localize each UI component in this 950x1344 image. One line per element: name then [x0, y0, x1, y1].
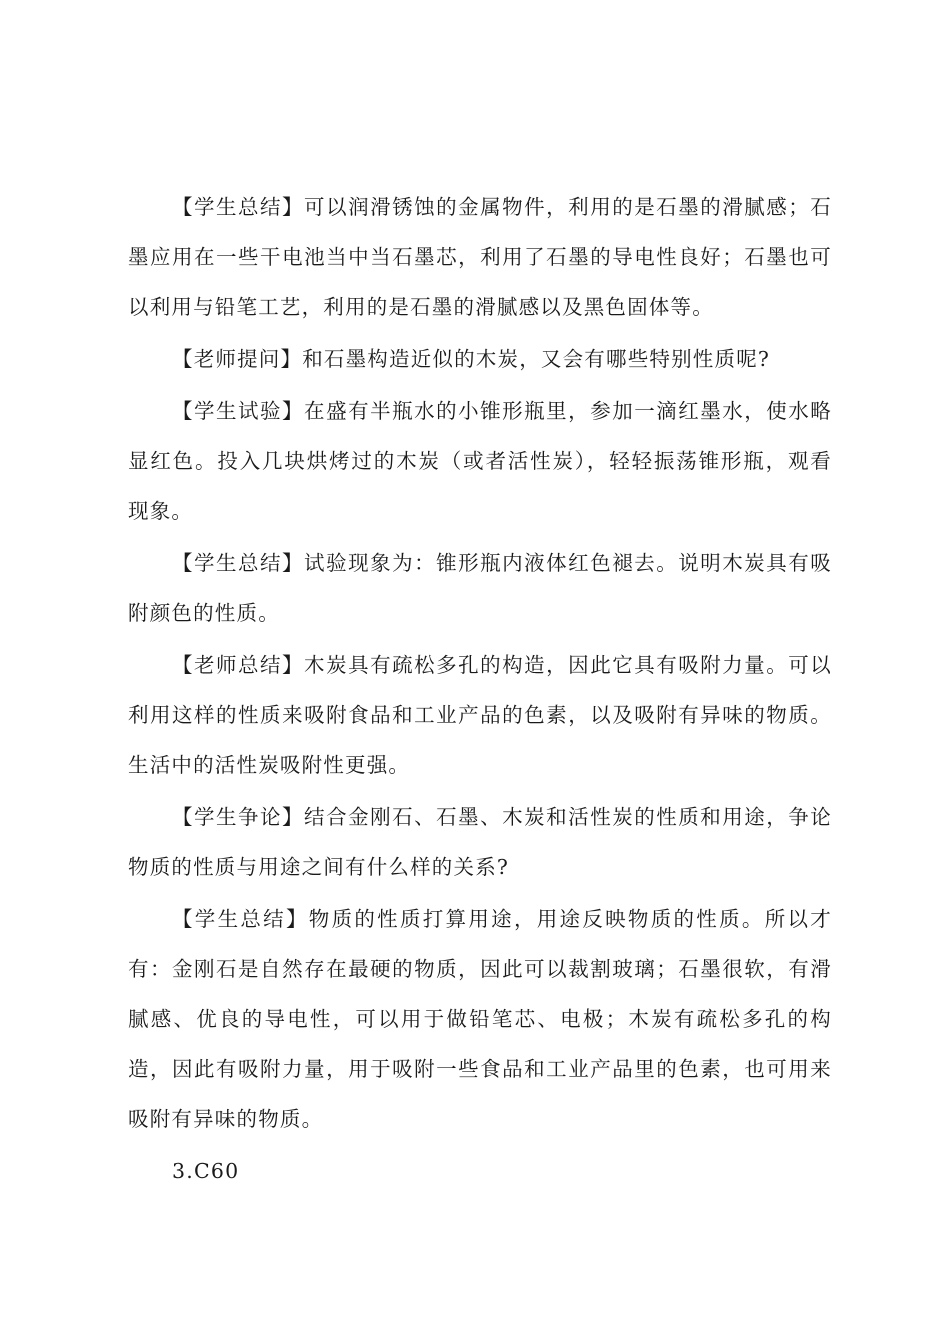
paragraph-student-discussion: 【学生争论】结合金刚石、石墨、木炭和活性炭的性质和用途，争论物质的性质与用途之间有什么样的关系?	[128, 805, 832, 879]
paragraph-teacher-summary-charcoal: 【老师总结】木炭具有疏松多孔的构造，因此它具有吸附力量。可以利用这样的性质来吸附食品和工业产品的色素，以及吸附有异味的物质。生活中的活性炭吸附性更强。	[128, 653, 832, 777]
paragraph-student-summary-graphite: 【学生总结】可以润滑锈蚀的金属物件，利用的是石墨的滑腻感；石墨应用在一些干电池当中当石墨芯，利用了石墨的导电性良好；石墨也可以利用与铅笔工艺，利用的是石墨的滑腻感以及黑色固体等。	[128, 195, 832, 319]
paragraph-student-summary-properties: 【学生总结】物质的性质打算用途，用途反映物质的性质。所以才有：金刚石是自然存在最硬的物质，因此可以裁割玻璃；石墨很软，有滑腻感、优良的导电性，可以用于做铅笔芯、电极；木炭有疏松多孔的构造，因此有吸附力量，用于吸附一些食品和工业产品里的色素，也可用来吸附有异味的物质。	[128, 907, 832, 1131]
paragraph-student-experiment: 【学生试验】在盛有半瓶水的小锥形瓶里，参加一滴红墨水，使水略显红色。投入几块烘烤过的木炭（或者活性炭），轻轻振荡锥形瓶，观看现象。	[128, 399, 832, 523]
document-body	[128, 182, 832, 1196]
paragraph-student-summary-experiment: 【学生总结】试验现象为：锥形瓶内液体红色褪去。说明木炭具有吸附颜色的性质。	[128, 551, 832, 625]
paragraph-teacher-question: 【老师提问】和石墨构造近似的木炭，又会有哪些特别性质呢?	[172, 347, 771, 371]
section-heading-c60: 3.C60	[172, 1159, 240, 1183]
